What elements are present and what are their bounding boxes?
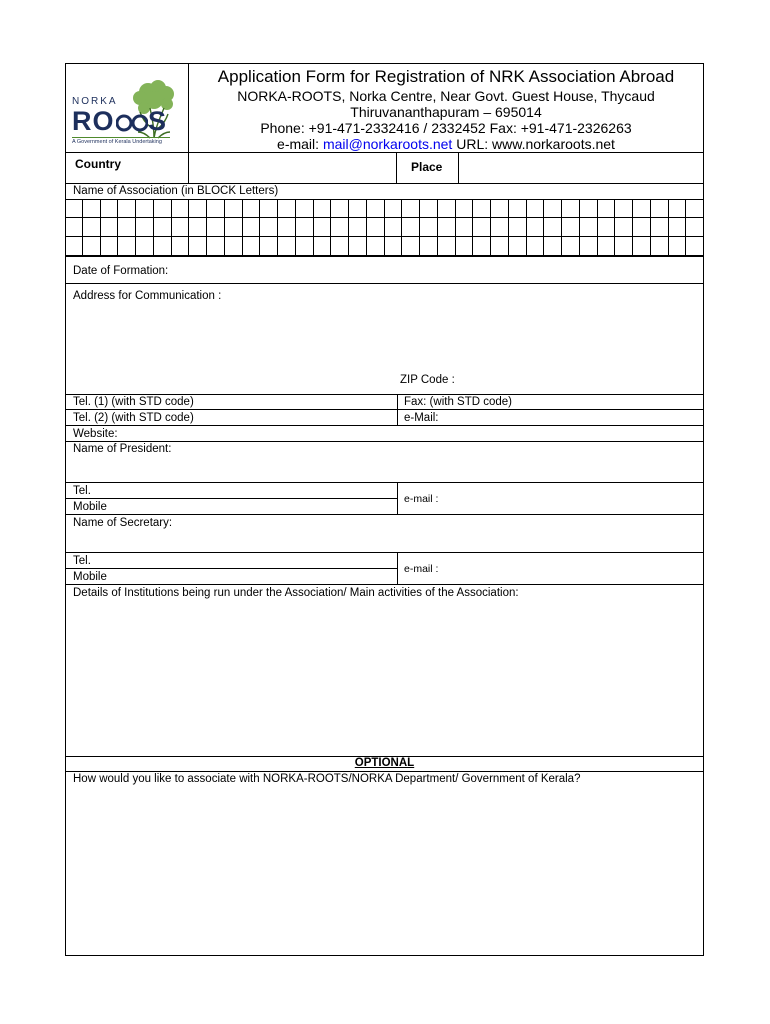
- divider: [396, 152, 397, 183]
- letter-box[interactable]: [491, 237, 509, 256]
- country-label: Country: [75, 157, 121, 171]
- letter-box[interactable]: [385, 199, 403, 218]
- divider: [65, 552, 704, 553]
- letter-box[interactable]: [349, 199, 367, 218]
- address-line-1: NORKA-ROOTS, Norka Centre, Near Govt. Guest House, Thycaud: [237, 88, 655, 104]
- letter-box[interactable]: [189, 237, 207, 256]
- zip-code-field[interactable]: [460, 372, 695, 392]
- letter-box[interactable]: [83, 237, 101, 256]
- letter-box[interactable]: [544, 199, 562, 218]
- letter-box[interactable]: [172, 218, 190, 237]
- date-of-formation-label: Date of Formation:: [73, 265, 169, 277]
- letter-box[interactable]: [207, 199, 225, 218]
- letter-box[interactable]: [331, 218, 349, 237]
- letter-box[interactable]: [456, 218, 474, 237]
- letter-box[interactable]: [633, 237, 651, 256]
- letter-box[interactable]: [456, 237, 474, 256]
- letter-box[interactable]: [562, 237, 580, 256]
- letter-box[interactable]: [420, 218, 438, 237]
- logo-brand-main-right: S: [148, 106, 167, 136]
- address-line-2: Thiruvananthapuram – 695014: [350, 104, 542, 120]
- letter-box[interactable]: [189, 199, 207, 218]
- letter-box[interactable]: [101, 218, 119, 237]
- letter-box[interactable]: [669, 218, 687, 237]
- letter-box[interactable]: [65, 199, 83, 218]
- divider: [65, 771, 704, 772]
- letter-box[interactable]: [580, 237, 598, 256]
- letter-box[interactable]: [207, 237, 225, 256]
- letter-box[interactable]: [615, 199, 633, 218]
- tel-2-label: Tel. (2) (with STD code): [73, 412, 194, 424]
- letter-box[interactable]: [296, 218, 314, 237]
- letter-box[interactable]: [243, 237, 261, 256]
- secretary-email-label: e-mail :: [404, 563, 439, 575]
- letter-box[interactable]: [172, 199, 190, 218]
- letter-box[interactable]: [278, 218, 296, 237]
- letter-box[interactable]: [580, 218, 598, 237]
- letter-box[interactable]: [367, 218, 385, 237]
- letter-box[interactable]: [562, 199, 580, 218]
- president-mobile-label: Mobile: [73, 501, 107, 513]
- letter-box[interactable]: [260, 218, 278, 237]
- letter-box[interactable]: [402, 237, 420, 256]
- letter-box[interactable]: [385, 237, 403, 256]
- letter-box[interactable]: [527, 237, 545, 256]
- letter-box[interactable]: [83, 199, 101, 218]
- president-email-label: e-mail :: [404, 493, 439, 505]
- letter-box[interactable]: [154, 218, 172, 237]
- association-name-letter-grid[interactable]: [65, 199, 704, 256]
- letter-box[interactable]: [651, 199, 669, 218]
- phone-line: Phone: +91-471-2332416 / 2332452 Fax: +91-471-2326263: [260, 120, 632, 136]
- secretary-name-field[interactable]: [175, 515, 695, 551]
- letter-box[interactable]: [172, 237, 190, 256]
- secretary-name-label: Name of Secretary:: [73, 517, 173, 529]
- date-of-formation-field[interactable]: [175, 258, 695, 282]
- letter-box[interactable]: [651, 237, 669, 256]
- letter-box[interactable]: [225, 237, 243, 256]
- letter-box[interactable]: [154, 237, 172, 256]
- address-label: Address for Communication :: [73, 290, 222, 302]
- letter-box[interactable]: [473, 218, 491, 237]
- website-label: Website:: [73, 428, 118, 440]
- letter-box[interactable]: [509, 218, 527, 237]
- norka-roots-logo: [70, 78, 184, 150]
- letter-box[interactable]: [598, 199, 616, 218]
- divider: [65, 183, 704, 184]
- divider: [65, 256, 704, 257]
- logo-brand-main-left: RO: [72, 106, 115, 136]
- letter-box[interactable]: [154, 199, 172, 218]
- country-field[interactable]: [130, 153, 395, 182]
- letter-box[interactable]: [438, 237, 456, 256]
- letter-box[interactable]: [544, 218, 562, 237]
- optional-heading: OPTIONAL: [354, 757, 415, 769]
- letter-box[interactable]: [243, 218, 261, 237]
- letter-box[interactable]: [456, 199, 474, 218]
- letter-box[interactable]: [207, 218, 225, 237]
- letter-box[interactable]: [65, 237, 83, 256]
- letter-box[interactable]: [402, 218, 420, 237]
- letter-box[interactable]: [243, 199, 261, 218]
- letter-box[interactable]: [686, 237, 704, 256]
- divider: [65, 283, 704, 284]
- associate-question-label: How would you like to associate with NORKA-ROOTS/NORKA Department/ Government of Kerala?: [73, 773, 581, 785]
- form-title: Application Form for Registration of NRK Association Abroad: [217, 67, 675, 86]
- letter-box[interactable]: [349, 218, 367, 237]
- letter-box[interactable]: [83, 218, 101, 237]
- email-label: e-Mail:: [404, 412, 439, 424]
- address-field[interactable]: [70, 306, 700, 372]
- association-name-label: Name of Association (in BLOCK Letters): [73, 185, 279, 197]
- letter-box[interactable]: [367, 237, 385, 256]
- letter-box[interactable]: [65, 218, 83, 237]
- letter-box[interactable]: [491, 199, 509, 218]
- letter-box[interactable]: [136, 199, 154, 218]
- divider: [65, 409, 704, 410]
- letter-box[interactable]: [260, 199, 278, 218]
- institutions-label: Details of Institutions being run under the Association/ Main activities of the Association:: [73, 587, 519, 599]
- letter-box[interactable]: [669, 237, 687, 256]
- letter-box[interactable]: [420, 237, 438, 256]
- contact-line: [188, 136, 704, 153]
- divider: [65, 482, 704, 483]
- letter-box[interactable]: [615, 237, 633, 256]
- letter-box[interactable]: [118, 199, 136, 218]
- president-name-label: Name of President:: [73, 443, 172, 455]
- letter-box[interactable]: [580, 199, 598, 218]
- letter-box[interactable]: [509, 237, 527, 256]
- logo-tagline: A Government of Kerala Undertaking: [72, 139, 162, 145]
- letter-box[interactable]: [402, 199, 420, 218]
- fax-label: Fax: (with STD code): [404, 396, 512, 408]
- letter-box[interactable]: [118, 237, 136, 256]
- letter-box[interactable]: [544, 237, 562, 256]
- logo-underline: [72, 137, 170, 138]
- letter-box[interactable]: [633, 218, 651, 237]
- letter-box[interactable]: [136, 218, 154, 237]
- letter-box[interactable]: [331, 199, 349, 218]
- letter-box[interactable]: [349, 237, 367, 256]
- letter-box[interactable]: [473, 199, 491, 218]
- letter-box[interactable]: [473, 237, 491, 256]
- letter-box[interactable]: [278, 199, 296, 218]
- letter-box[interactable]: [651, 218, 669, 237]
- letter-box[interactable]: [278, 237, 296, 256]
- tel-1-label: Tel. (1) (with STD code): [73, 396, 194, 408]
- letter-box[interactable]: [598, 237, 616, 256]
- letter-box[interactable]: [101, 199, 119, 218]
- divider: [65, 568, 398, 569]
- website-field[interactable]: [125, 426, 695, 440]
- divider: [65, 498, 398, 499]
- letter-box[interactable]: [615, 218, 633, 237]
- president-name-field[interactable]: [175, 442, 695, 480]
- letter-box[interactable]: [367, 199, 385, 218]
- letter-box[interactable]: [686, 199, 704, 218]
- letter-box[interactable]: [438, 218, 456, 237]
- letter-box[interactable]: [118, 218, 136, 237]
- letter-box[interactable]: [686, 218, 704, 237]
- letter-box[interactable]: [509, 199, 527, 218]
- url-text: URL: www.norkaroots.net: [452, 136, 615, 152]
- secretary-mobile-label: Mobile: [73, 571, 107, 583]
- letter-box[interactable]: [527, 218, 545, 237]
- letter-box[interactable]: [438, 199, 456, 218]
- letter-box[interactable]: [136, 237, 154, 256]
- letter-box[interactable]: [260, 237, 278, 256]
- letter-box[interactable]: [314, 199, 332, 218]
- letter-box[interactable]: [598, 218, 616, 237]
- divider: [65, 584, 704, 585]
- letter-box[interactable]: [633, 199, 651, 218]
- letter-box[interactable]: [331, 237, 349, 256]
- letter-box[interactable]: [669, 199, 687, 218]
- associate-answer-field[interactable]: [70, 790, 700, 950]
- president-tel-label: Tel.: [73, 485, 91, 497]
- letter-box[interactable]: [296, 199, 314, 218]
- letter-box[interactable]: [296, 237, 314, 256]
- logo-brand-top: NORKA: [72, 96, 118, 107]
- logo-oo-mark: [116, 110, 148, 136]
- email-prefix: e-mail:: [277, 136, 323, 152]
- letter-box[interactable]: [225, 218, 243, 237]
- letter-box[interactable]: [101, 237, 119, 256]
- place-field[interactable]: [459, 153, 703, 182]
- letter-box[interactable]: [314, 237, 332, 256]
- divider: [65, 394, 704, 395]
- email-link[interactable]: mail@norkaroots.net: [322, 136, 453, 152]
- letter-box[interactable]: [314, 218, 332, 237]
- place-label: Place: [411, 160, 443, 174]
- letter-box[interactable]: [527, 199, 545, 218]
- secretary-tel-label: Tel.: [73, 555, 91, 567]
- letter-box[interactable]: [420, 199, 438, 218]
- letter-box[interactable]: [491, 218, 509, 237]
- zip-code-label: ZIP Code :: [400, 374, 455, 386]
- letter-box[interactable]: [385, 218, 403, 237]
- letter-box[interactable]: [189, 218, 207, 237]
- institutions-field[interactable]: [70, 602, 700, 752]
- letter-box[interactable]: [225, 199, 243, 218]
- letter-box[interactable]: [562, 218, 580, 237]
